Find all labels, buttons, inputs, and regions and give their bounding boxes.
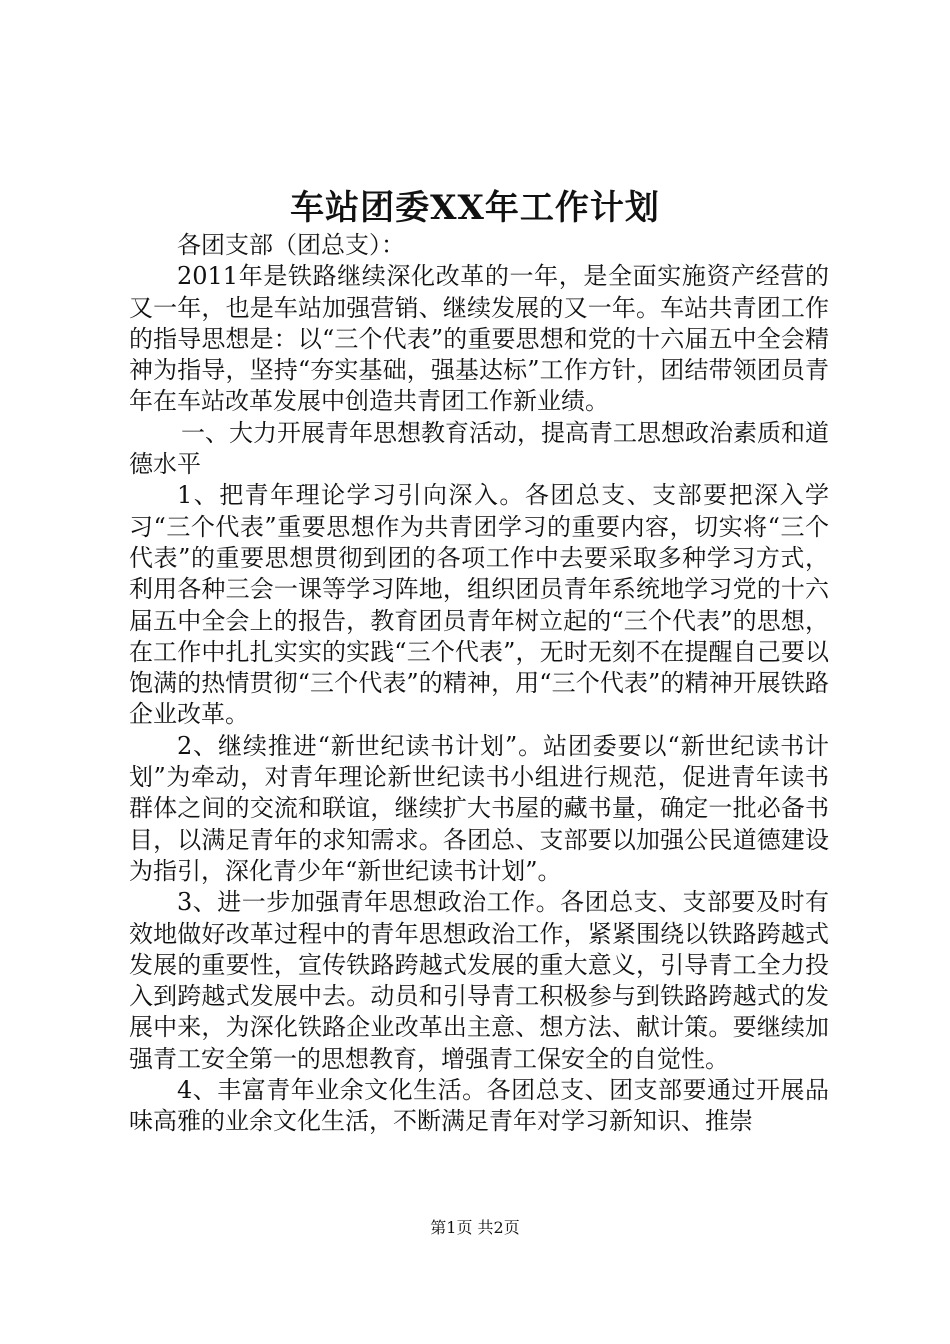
- paragraph-item-3: 3、进一步加强青年思想政治工作。各团总支、支部要及时有效地做好改革过程中的青年思想政治工作，紧紧围绕以铁路跨越式发展的重要性，宣传铁路跨越式发展的重大意义，引导青工全力投入到跨越式发展中去。动员和引导青工积极参与到铁路跨越式的发展中来，为深化铁路企业改革出主意、想方法、献计策。要继续加强青工安全第一的思想教育，增强青工保安全的自觉性。: [129, 888, 829, 1073]
- paragraph-intro: 2011年是铁路继续深化改革的一年，是全面实施资产经营的又一年，也是车站加强营销、继续发展的又一年。车站共青团工作的指导思想是：以“三个代表”的重要思想和党的十六届五中全会精神为指导，坚持“夯实基础，强基达标”工作方针，团结带领团员青年在车站改革发展中创造共青团工作新业绩。: [129, 262, 829, 416]
- paragraph-item-4: 4、丰富青年业余文化生活。各团总支、团支部要通过开展品味高雅的业余文化生活，不断满足青年对学习新知识、推崇: [129, 1076, 829, 1136]
- document-body: [129, 230, 829, 1138]
- salutation: 各团支部（团总支）：: [177, 231, 405, 259]
- document-title: 车站团委XX年工作计划: [290, 188, 660, 228]
- page-footer: 第1页 共2页: [430, 1218, 520, 1237]
- paragraph-item-1: 1、把青年理论学习引向深入。各团总支、支部要把深入学习“三个代表”重要思想作为共青团学习的重要内容，切实将“三个代表”的重要思想贯彻到团的各项工作中去要采取多种学习方式，利用各种三会一课等学习阵地，组织团员青年系统地学习党的十六届五中全会上的报告，教育团员青年树立起的“三个代表”的思想，在工作中扎扎实实的实践“三个代表”，无时无刻不在提醒自己要以饱满的热情贯彻“三个代表”的精神，用“三个代表”的精神开展铁路企业改革。: [129, 481, 829, 729]
- paragraph-item-2: 2、继续推进“新世纪读书计划”。站团委要以“新世纪读书计划”为牵动，对青年理论新世纪读书小组进行规范，促进青年读书群体之间的交流和联谊，继续扩大书屋的藏书量，确定一批必备书目，以满足青年的求知需求。各团总、支部要以加强公民道德建设为指引，深化青少年“新世纪读书计划”。: [129, 731, 829, 885]
- section-heading-1: 一、大力开展青年思想教育活动，提高青工思想政治素质和道德水平: [129, 418, 829, 479]
